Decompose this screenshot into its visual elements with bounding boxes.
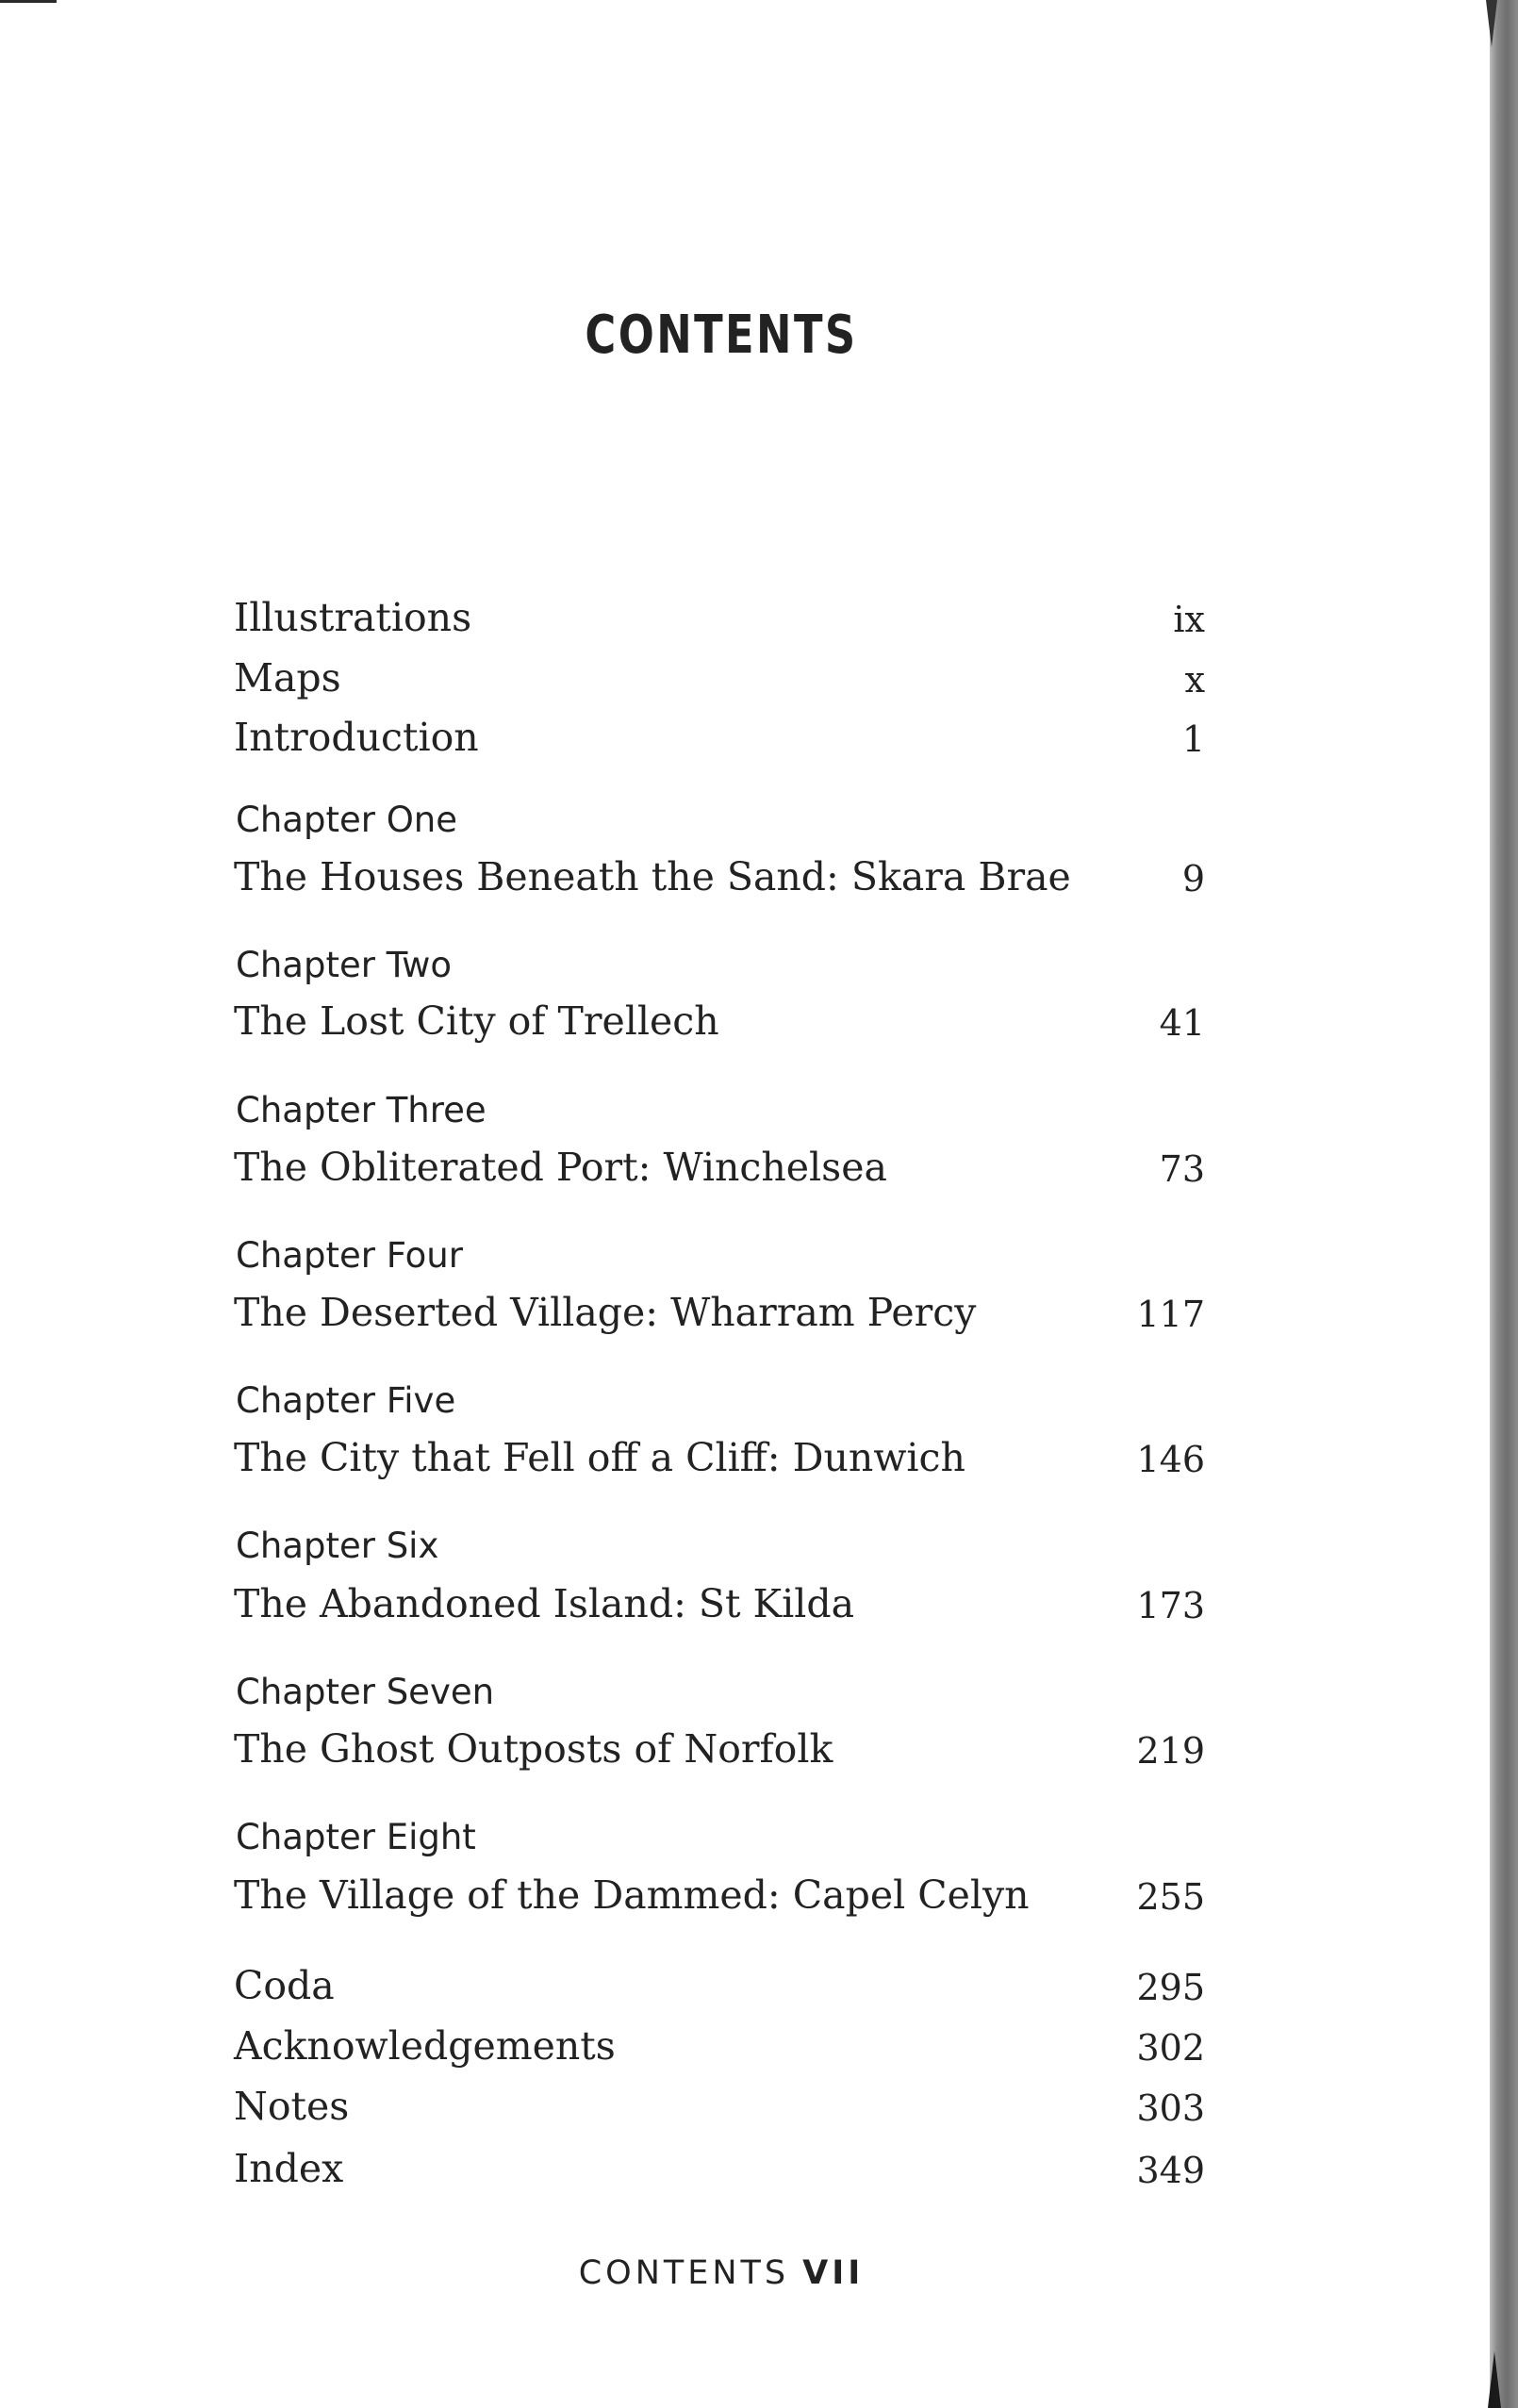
toc-entry-page: 219 [1136,1730,1205,1772]
toc-entry-chapter-two[interactable] [234,993,1205,1049]
page-title: CONTENTS [585,304,858,366]
toc-entry-illustrations[interactable] [234,589,1205,646]
toc-entry-title: Coda [234,1963,335,2008]
chapter-label-five: Chapter Five [236,1380,456,1421]
toc-entry-chapter-three[interactable] [234,1139,1205,1196]
toc-entry-acknowledgements[interactable] [234,2018,1205,2074]
toc-entry-title: Introduction [234,715,479,760]
toc-entry-coda[interactable] [234,1957,1205,2014]
toc-entry-page: 255 [1136,1876,1205,1918]
toc-entry-page: ix [1173,599,1205,640]
toc-entry-page: 173 [1136,1585,1205,1626]
toc-entry-title: Notes [234,2084,350,2129]
toc-entry-notes[interactable] [234,2078,1205,2135]
toc-entry-chapter-five[interactable] [234,1429,1205,1486]
toc-entry-page: 303 [1136,2087,1205,2129]
toc-entry-chapter-six[interactable] [234,1575,1205,1632]
toc-entry-title: Acknowledgements [234,2023,616,2069]
running-head: CONTENTS [578,2254,790,2292]
toc-entry-introduction[interactable] [234,709,1205,766]
toc-entry-page: 349 [1136,2150,1205,2191]
toc-entry-maps[interactable] [234,650,1205,706]
toc-entry-title: The Village of the Dammed: Capel Celyn [234,1872,1030,1918]
toc-entry-title: The Abandoned Island: St Kilda [234,1581,855,1626]
toc-entry-title: Index [234,2146,344,2191]
toc-entry-page: 146 [1136,1439,1205,1480]
toc-entry-title: The Obliterated Port: Winchelsea [234,1145,887,1190]
toc-entry-page: x [1184,659,1205,701]
chapter-label-one: Chapter One [236,800,458,840]
toc-entry-page: 73 [1159,1148,1205,1190]
toc-entry-title: The Houses Beneath the Sand: Skara Brae [234,854,1071,899]
chapter-label-eight: Chapter Eight [236,1817,476,1857]
toc-entry-page: 117 [1136,1294,1205,1335]
chapter-label-two: Chapter Two [236,945,453,985]
chapter-label-three: Chapter Three [236,1090,487,1130]
toc-entry-title: The Ghost Outposts of Norfolk [234,1726,833,1772]
toc-entry-page: 295 [1136,1967,1205,2008]
toc-entry-chapter-four[interactable] [234,1284,1205,1341]
toc-entry-title: The City that Fell off a Cliff: Dunwich [234,1435,965,1480]
running-footer [0,2254,1443,2292]
toc-entry-chapter-one[interactable] [234,849,1205,905]
toc-entry-page: 41 [1159,1002,1205,1044]
toc-entry-title: Maps [234,655,341,701]
toc-entry-page: 1 [1181,718,1205,760]
toc-entry-page: 9 [1181,858,1205,899]
chapter-label-six: Chapter Six [236,1526,439,1566]
chapter-label-four: Chapter Four [236,1235,463,1276]
chapter-label-seven: Chapter Seven [236,1672,495,1712]
toc-entry-title: The Lost City of Trellech [234,998,719,1044]
toc-entry-index[interactable] [234,2140,1205,2197]
page-number: VII [802,2254,865,2292]
toc-entry-title: The Deserted Village: Wharram Percy [234,1290,977,1335]
toc-entry-title: Illustrations [234,595,472,640]
toc-entry-chapter-eight[interactable] [234,1867,1205,1923]
toc-entry-page: 302 [1136,2027,1205,2069]
toc-entry-chapter-seven[interactable] [234,1721,1205,1777]
